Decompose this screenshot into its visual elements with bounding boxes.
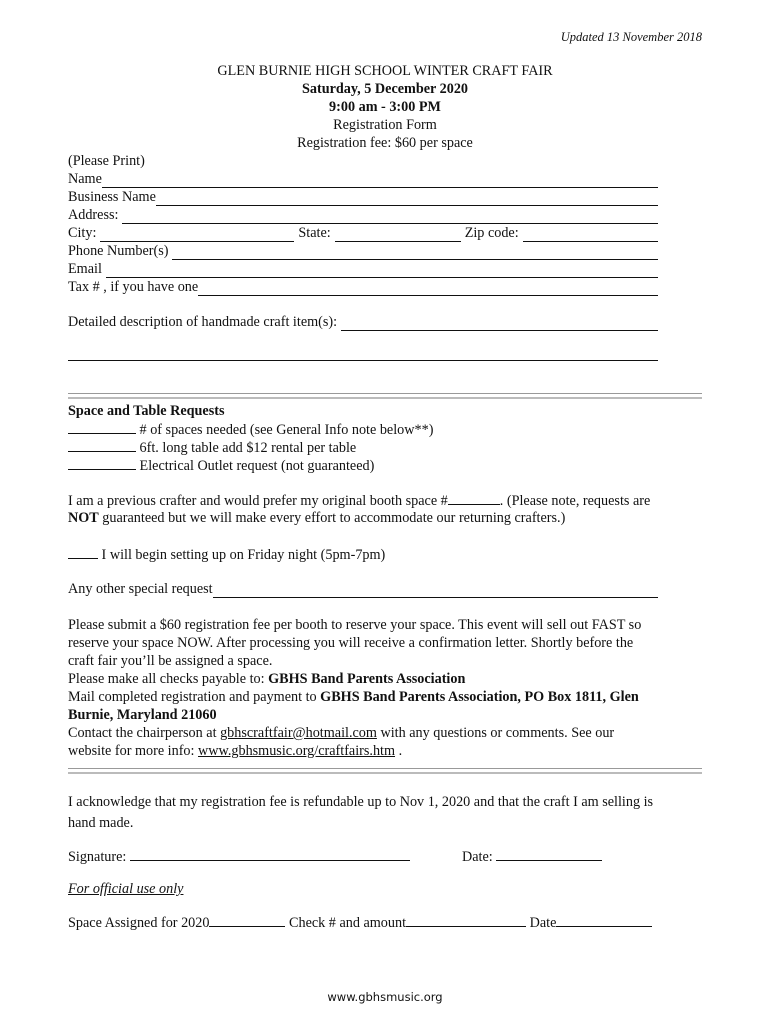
acknowledge-line-1: I acknowledge that my registration fee is refundable up to Nov 1, 2020 and that the craft I am selling is: [68, 794, 654, 810]
check-amount-label: Check # and amount: [289, 915, 407, 931]
website-link[interactable]: www.gbhsmusic.org/craftfairs.htm: [198, 743, 396, 759]
official-use-line[interactable]: [68, 913, 652, 932]
signature-blank[interactable]: [130, 847, 410, 861]
business-name-blank[interactable]: [156, 191, 658, 206]
table-rental-item[interactable]: [68, 438, 356, 457]
please-print-note: (Please Print): [68, 153, 145, 169]
official-date-blank[interactable]: [556, 913, 652, 927]
zip-blank[interactable]: [523, 227, 658, 242]
registration-fee: Registration fee: $60 per space: [297, 135, 473, 151]
not-emphasis: NOT: [68, 510, 99, 526]
official-date-label: Date: [529, 915, 557, 931]
table-rental-blank[interactable]: [68, 438, 136, 452]
section-divider-2: [68, 768, 702, 774]
state-label: State:: [298, 225, 331, 241]
spaces-needed-item[interactable]: [68, 420, 433, 439]
mail-label: Mail completed registration and payment to: [68, 689, 321, 705]
name-blank[interactable]: [102, 173, 658, 188]
section-divider: [68, 393, 702, 399]
website-end: .: [395, 743, 403, 759]
updated-date: Updated 13 November 2018: [560, 30, 702, 44]
signature-field[interactable]: [68, 847, 410, 866]
description-label: Detailed description of handmade craft item(s):: [68, 314, 338, 330]
city-state-zip-field[interactable]: [68, 224, 658, 242]
previous-crafter-line: [68, 491, 650, 510]
email-field[interactable]: [68, 260, 658, 278]
zip-label: Zip code:: [464, 225, 519, 241]
description-blank[interactable]: [341, 316, 658, 331]
payable-label: Please make all checks payable to:: [68, 671, 269, 687]
special-request-label: Any other special request: [68, 581, 213, 597]
form-name: Registration Form: [333, 117, 437, 133]
website-line: [68, 742, 402, 760]
special-request-blank[interactable]: [213, 583, 658, 598]
contact-line: [68, 724, 614, 742]
electrical-outlet-blank[interactable]: [68, 456, 136, 470]
space-assigned-blank[interactable]: [209, 913, 285, 927]
booth-number-blank[interactable]: [448, 491, 500, 505]
friday-setup-item[interactable]: [68, 545, 385, 564]
description-field[interactable]: [68, 313, 658, 331]
electrical-outlet-label: Electrical Outlet request (not guaranteed): [139, 458, 375, 474]
phone-label: Phone Number(s): [68, 243, 169, 259]
friday-setup-blank[interactable]: [68, 545, 98, 559]
address-blank[interactable]: [122, 209, 658, 224]
state-blank[interactable]: [335, 227, 461, 242]
name-field[interactable]: [68, 170, 658, 188]
official-use-heading: For official use only: [68, 881, 184, 897]
email-label: Email: [68, 261, 102, 277]
friday-setup-label: I will begin setting up on Friday night (5pm-7pm): [101, 547, 386, 563]
payable-line: [68, 670, 465, 688]
footer-website: www.gbhsmusic.org: [327, 990, 443, 1004]
check-amount-blank[interactable]: [406, 913, 526, 927]
mail-address-2: Burnie, Maryland 21060: [68, 707, 217, 723]
contact-note: with any questions or comments. See our: [376, 725, 615, 741]
event-date: Saturday, 5 December 2020: [301, 81, 469, 97]
business-name-field[interactable]: [68, 188, 658, 206]
tax-blank[interactable]: [198, 281, 658, 296]
signature-label: Signature:: [68, 849, 127, 865]
website-label: website for more info:: [68, 743, 199, 759]
name-label: Name: [68, 171, 102, 187]
phone-blank[interactable]: [172, 245, 658, 260]
email-blank[interactable]: [106, 263, 658, 278]
chairperson-email-link[interactable]: gbhscraftfair@hotmail.com: [220, 725, 377, 741]
spaces-needed-label: # of spaces needed (see General Info note below**): [139, 422, 434, 438]
tax-field[interactable]: [68, 278, 658, 296]
business-name-label: Business Name: [68, 189, 156, 205]
city-blank[interactable]: [100, 227, 294, 242]
acknowledge-line-2: hand made.: [68, 815, 134, 831]
contact-label: Contact the chairperson at: [68, 725, 221, 741]
submit-text-3: craft fair you’ll be assigned a space.: [68, 653, 273, 669]
description-continuation-field[interactable]: [68, 346, 658, 361]
previous-crafter-note-2: guaranteed but we will make every effort to accommodate our returning crafters.): [98, 510, 566, 526]
table-rental-label: 6ft. long table add $12 rental per table: [139, 440, 357, 456]
mail-line: [68, 688, 639, 706]
address-label: Address:: [68, 207, 119, 223]
city-label: City:: [68, 225, 97, 241]
payable-to: GBHS Band Parents Association: [268, 671, 466, 687]
space-assigned-label: Space Assigned for 2020: [68, 915, 210, 931]
submit-text-1: Please submit a $60 registration fee per booth to reserve your space. This event will sell out FAST so: [68, 617, 642, 633]
space-requests-heading: Space and Table Requests: [68, 403, 225, 419]
signature-date-label: Date:: [462, 849, 493, 865]
form-title: GLEN BURNIE HIGH SCHOOL WINTER CRAFT FAIR: [217, 63, 553, 79]
submit-text-2: reserve your space NOW. After processing you will receive a confirmation letter. Shortly before the: [68, 635, 634, 651]
spaces-needed-blank[interactable]: [68, 420, 136, 434]
mail-address-1: GBHS Band Parents Association, PO Box 1811, Glen: [320, 689, 639, 705]
previous-crafter-text: I am a previous crafter and would prefer my original booth space #: [68, 493, 448, 509]
phone-field[interactable]: [68, 242, 658, 260]
electrical-outlet-item[interactable]: [68, 456, 374, 475]
event-time: 9:00 am - 3:00 PM: [329, 99, 441, 115]
signature-date-field[interactable]: [462, 847, 602, 866]
description-blank-2[interactable]: [68, 346, 658, 361]
previous-crafter-line-2: [68, 509, 565, 527]
special-request-field[interactable]: [68, 580, 658, 598]
tax-label: Tax # , if you have one: [68, 279, 199, 295]
address-field[interactable]: [68, 206, 658, 224]
previous-crafter-note: . (Please note, requests are: [499, 493, 651, 509]
signature-date-blank[interactable]: [496, 847, 602, 861]
